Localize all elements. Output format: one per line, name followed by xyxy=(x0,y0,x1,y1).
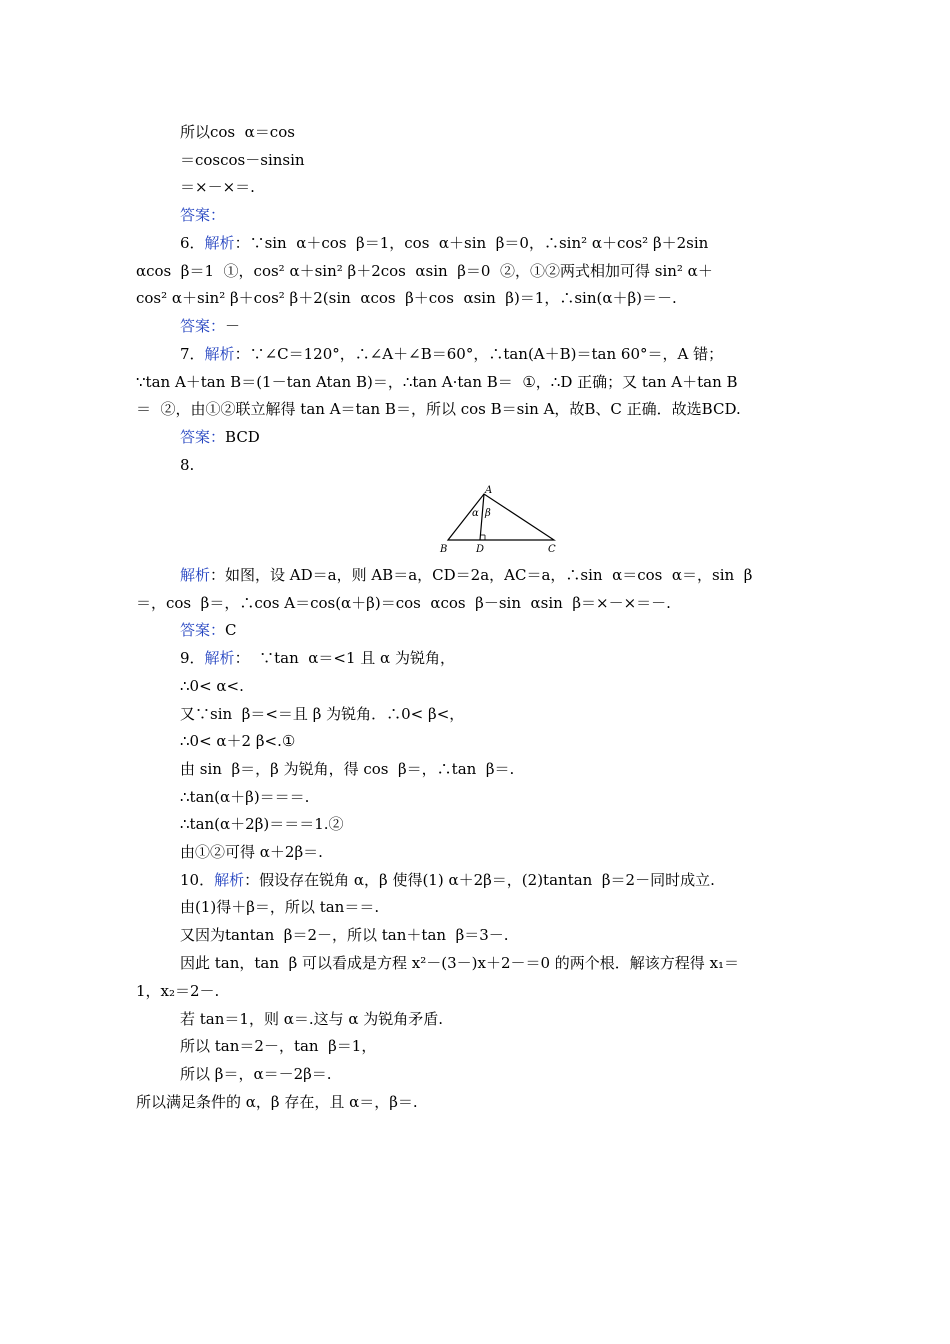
line-text: 7． xyxy=(180,345,205,363)
line-text: αcos β＝1 ①，cos² α＋sin² β＋2cos αsin β＝0 ②，①②两式相加可得 sin² α＋ xyxy=(136,262,713,280)
line-text: 8. xyxy=(180,456,195,474)
text-line xyxy=(180,925,509,945)
line-rest: ：∵∠C＝120°，∴∠A＋∠B＝60°，∴tan(A＋B)＝tan 60°＝，A 错； xyxy=(234,345,724,363)
line-rest: ：如图，设 AD＝a，则 AB＝a，CD＝2a，AC＝a，∴sin α＝cos α＝，sin β xyxy=(210,566,753,584)
line-text: 所以 β＝，α＝－2β＝. xyxy=(180,1065,332,1083)
line-label: 解析 xyxy=(204,345,235,363)
text-line xyxy=(180,842,323,862)
line-text: 10． xyxy=(180,871,215,889)
line-rest: － xyxy=(225,317,241,335)
line-text: ＝，cos β＝，∴cos A＝cos(α＋β)＝cos αcos β－sin αsin β＝×－×＝－. xyxy=(136,594,671,612)
line-text: ＝coscos－sinsin xyxy=(180,151,305,169)
label-d: D xyxy=(476,544,485,555)
line-label: 解析 xyxy=(204,649,235,667)
text-line xyxy=(180,1064,332,1084)
text-line xyxy=(180,787,309,807)
triangle-figure xyxy=(436,484,562,556)
text-line xyxy=(180,177,255,197)
text-line xyxy=(136,261,713,281)
line-text: ∴0< α＋2 β<.① xyxy=(180,732,296,750)
line-rest: ：∵sin α＋cos β＝1，cos α＋sin β＝0，∴sin² α＋cos² β＋2sin xyxy=(234,234,709,252)
text-line xyxy=(180,620,237,640)
text-line xyxy=(180,704,464,724)
text-line xyxy=(180,316,240,336)
label-beta: β xyxy=(485,508,491,519)
line-text: 由(1)得＋β＝，所以 tan＝＝. xyxy=(180,898,380,916)
line-text: 由①②可得 α＋2β＝. xyxy=(180,843,323,861)
triangle-abc xyxy=(448,494,554,540)
line-text: ∴0< α<. xyxy=(180,677,244,695)
line-text: 因此 tan，tan β 可以看成是方程 x²－(3－)x＋2－＝0 的两个根．解该方程得 x₁＝ xyxy=(180,954,740,972)
label-c: C xyxy=(548,544,556,555)
text-line xyxy=(136,1092,418,1112)
text-line xyxy=(180,150,305,170)
line-text: 6． xyxy=(180,234,205,252)
line-rest: BCD xyxy=(225,428,260,446)
text-line xyxy=(180,648,455,668)
text-line xyxy=(180,897,379,917)
text-line xyxy=(180,953,739,973)
line-text: 又∵sin β＝<＝且 β 为锐角．∴0< β<， xyxy=(180,705,465,723)
line-rest: ： ∵tan α＝<1 且 α 为锐角， xyxy=(234,649,455,667)
label-alpha: α xyxy=(472,508,479,519)
line-label: 答案： xyxy=(180,621,226,639)
line-rest: ：假设存在锐角 α，β 使得(1) α＋2β＝，(2)tantan β＝2－同时成立. xyxy=(244,871,715,889)
label-a: A xyxy=(485,485,493,496)
text-line xyxy=(180,427,260,447)
text-line xyxy=(180,344,723,364)
text-line xyxy=(180,676,244,696)
text-line xyxy=(180,1036,376,1056)
text-line xyxy=(136,372,738,392)
label-b: B xyxy=(440,544,448,555)
text-line xyxy=(136,399,741,419)
line-label: 解析 xyxy=(204,234,235,252)
line-text: 所以 tan＝2－，tan β＝1， xyxy=(180,1037,377,1055)
text-line xyxy=(180,870,715,890)
line-text: 所以cos α＝cos xyxy=(180,123,295,141)
text-line xyxy=(180,814,344,834)
text-line xyxy=(180,731,295,751)
text-line xyxy=(180,1009,443,1029)
line-label: 答案： xyxy=(180,317,226,335)
segment-ad xyxy=(480,494,484,540)
line-label: 解析 xyxy=(180,566,211,584)
text-line xyxy=(136,981,219,1001)
line-text: ∴tan(α＋2β)＝＝＝1.② xyxy=(180,815,344,833)
text-line xyxy=(180,455,194,475)
line-text: 1，x₂＝2－. xyxy=(136,982,220,1000)
text-line xyxy=(180,565,752,585)
line-label: 解析 xyxy=(214,871,245,889)
line-text: 所以满足条件的 α，β 存在，且 α＝，β＝. xyxy=(136,1093,418,1111)
line-text: 若 tan＝1，则 α＝.这与 α 为锐角矛盾. xyxy=(180,1010,444,1028)
line-text: ＝ ②，由①②联立解得 tan A＝tan B＝，所以 cos B＝sin A，故B、C 正确．故选BCD. xyxy=(136,400,741,418)
line-rest: C xyxy=(225,621,237,639)
line-text: 又因为tantan β＝2－，所以 tan＋tan β＝3－. xyxy=(180,926,509,944)
line-text: ＝×－×＝. xyxy=(180,178,255,196)
text-line xyxy=(180,205,225,225)
text-line xyxy=(180,759,514,779)
line-text: cos² α＋sin² β＋cos² β＋2(sin αcos β＋cos αsin β)＝1，∴sin(α＋β)＝－. xyxy=(136,289,677,307)
line-text: ∵tan A＋tan B＝(1－tan Atan B)＝，∴tan A·tan B＝ ①，∴D 正确；又 tan A＋tan B xyxy=(136,373,738,391)
text-line xyxy=(136,288,677,308)
line-text: 由 sin β＝，β 为锐角，得 cos β＝，∴tan β＝. xyxy=(180,760,515,778)
line-label: 答案： xyxy=(180,206,226,224)
line-label: 答案： xyxy=(180,428,226,446)
line-text: 9． xyxy=(180,649,205,667)
line-text: ∴tan(α＋β)＝＝＝. xyxy=(180,788,310,806)
text-line xyxy=(180,233,708,253)
text-line xyxy=(180,122,295,142)
text-line xyxy=(136,593,671,613)
